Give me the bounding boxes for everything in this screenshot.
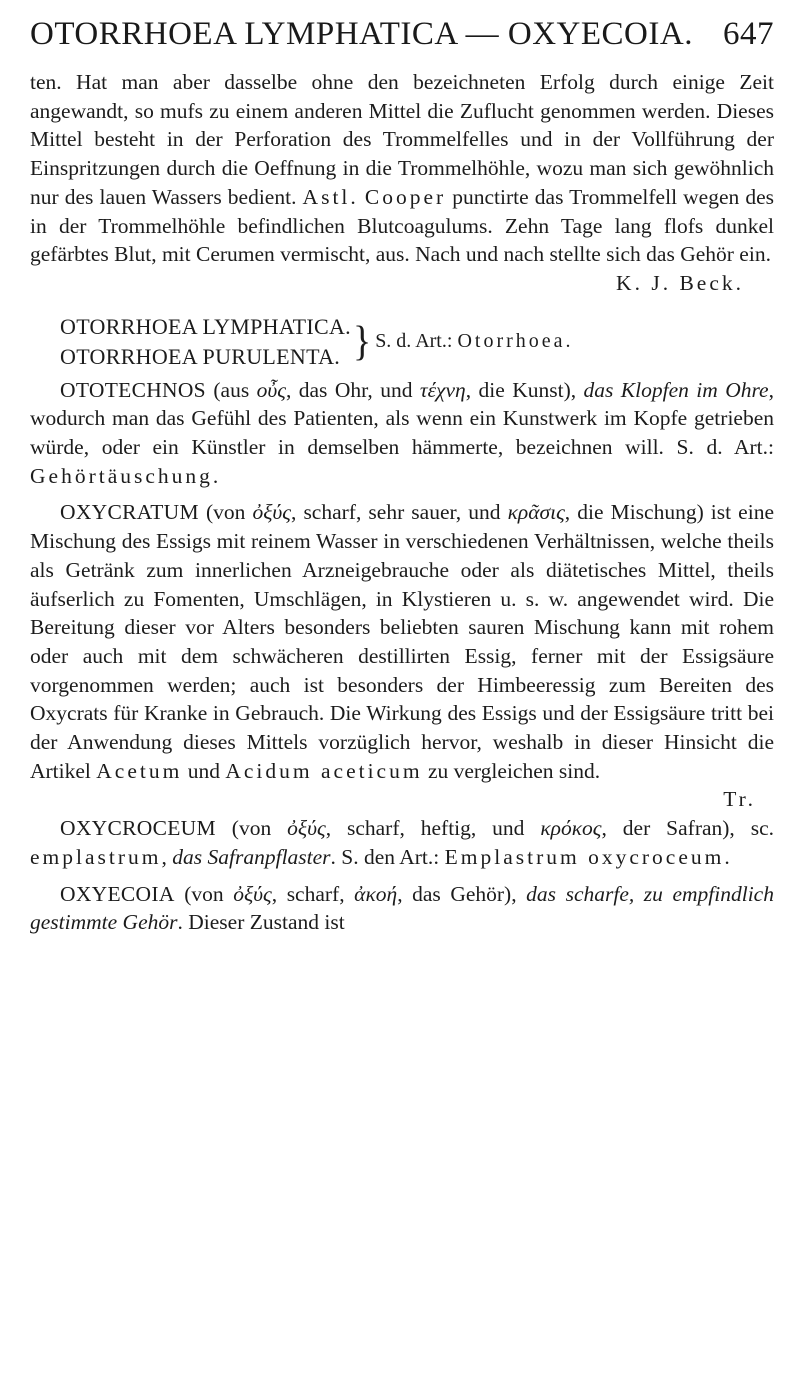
see-label: S. d. Art.:	[375, 330, 453, 353]
entry-ototechnos	[30, 376, 774, 491]
running-head	[30, 16, 774, 62]
author-name-cooper: Cooper	[364, 184, 447, 209]
italic-phrase: das Safranpflaster	[172, 844, 331, 869]
greek-word: τέχνη	[419, 377, 466, 402]
entry-text: , das Gehör),	[397, 881, 527, 906]
entry-text: , der Safran), sc.	[601, 816, 774, 841]
entry-text: ,	[161, 844, 173, 869]
author-signature	[30, 785, 774, 814]
italic-phrase: das scharfe, zu empfindlich gestimmte Gehör	[30, 881, 774, 935]
entry-text: . Dieser Zustand ist	[177, 910, 345, 935]
cross-reference-target	[375, 327, 573, 356]
running-head-title: OTORRHOEA LYMPHATICA — OXYECOIA.	[30, 16, 693, 52]
entry-headword: OXYECOIA	[60, 881, 175, 906]
signature-text: K. J. Beck.	[616, 270, 744, 295]
entry-text: , das Ohr, und	[285, 377, 420, 402]
target-article: Otorrhoea.	[457, 330, 574, 353]
cross-reference-terms	[30, 312, 351, 372]
entry-oxyecoia	[30, 880, 774, 937]
entry-text: (aus	[205, 377, 257, 402]
paragraph-text: ten. Hat man aber dasselbe ohne den bezeichneten Erfolg durch einige Zeit angewandt, so mufs zu einem anderen Mittel die Zuflucht genommen werden. Dieses Mittel besteht in der Perforation des Trommelfelles und in der Vollführung der Einspritzungen durch die Oeffnung in die Trommelhöhle, wozu man sich gewöhnlich nur des lauen Wassers bedient.	[30, 70, 774, 209]
greek-word: οὖς	[256, 377, 286, 402]
entry-headword: OTOTECHNOS	[60, 377, 206, 402]
entry-text: , scharf, sehr sauer, und	[291, 500, 508, 525]
entry-text: , wodurch man das Gefühl des Patienten, als wenn ein Kunstwerk im Kopfe getrieben würde, oder ein Künstler in demselben hämmerte, bezeichnen will. S. d. Art.:	[30, 377, 774, 460]
entry-text: . S. den Art.:	[330, 844, 445, 869]
italic-phrase: das Klopfen im Ohre	[583, 377, 769, 402]
paragraph-continuation	[30, 68, 774, 269]
latin-term: emplastrum	[30, 844, 162, 869]
entry-text: , die Kunst),	[465, 377, 584, 402]
entry-paragraph	[30, 376, 774, 491]
entry-oxycroceum	[30, 814, 774, 871]
cross-reference-link: Acidum aceticum	[225, 758, 423, 783]
entry-text: (von	[174, 881, 234, 906]
cross-reference-entry	[30, 312, 774, 372]
author-signature	[30, 269, 774, 298]
greek-word: ὀξύς	[252, 500, 291, 525]
body-text	[30, 68, 774, 937]
greek-word: ὀξύς	[233, 881, 272, 906]
entry-text: , scharf, heftig, und	[325, 816, 541, 841]
greek-word: κρόκος	[540, 816, 602, 841]
entry-paragraph	[30, 814, 774, 871]
author-name-astl: Astl.	[302, 184, 359, 209]
entry-headword: OXYCRATUM	[60, 500, 199, 525]
entry-text: (von	[198, 500, 253, 525]
entry-text: , die Mischung) ist eine Mischung des Essigs mit reinem Wasser in verschiedenen Verhältnissen, welche theils als Getränk zum innerlichen Arzneigebrauche oder als diätetisches Mittel, theils äufserlich zu Fomenten, Umschlägen, in Klystieren u. s. w. angewendet wird. Die Bereitung dieser vor Alters besonders beliebten sauren Mischung kann mit rohem oder auch mit dem schwächeren destillirten Essig, ferner mit der Essigsäure vorgenommen werden; auch ist besonders der Himbeeressig zum Bereiten des Oxycrats für Kranke in Gebrauch. Die Wirkung des Essigs und der Essigsäure tritt bei der Anwendung dieses Mittels vorzüglich hervor, weshalb in dieser Hinsicht die Artikel	[30, 500, 774, 783]
entry-text: und	[182, 758, 226, 783]
cross-reference-link: Gehörtäuschung.	[30, 463, 222, 488]
term-purulenta: OTORRHOEA PURULENTA.	[60, 343, 341, 369]
entry-paragraph	[30, 498, 774, 785]
entry-oxycratum	[30, 498, 774, 814]
paragraph-text: punctirte das Trommelfell wegen des in der Trommelhöhle befindlichen Blutcoagulums. Zehn Tage lang flofs dunkel gefärbtes Blut, mit Cerumen vermischt, aus. Nach und nach stellte sich das Gehör ein.	[30, 184, 775, 267]
entry-text: , scharf,	[271, 881, 355, 906]
signature-text: Tr.	[723, 787, 756, 812]
cross-reference-link: Emplastrum oxycroceum.	[444, 844, 733, 869]
entry-headword: OXYCROCEUM	[60, 816, 216, 841]
cross-reference-link: Acetum	[96, 758, 183, 783]
entry-paragraph	[30, 880, 774, 937]
brace-glyph: }	[352, 318, 372, 365]
entry-text: zu vergleichen sind.	[422, 758, 601, 783]
greek-word: ἀκοή	[354, 881, 398, 906]
greek-word: ὀξύς	[287, 816, 326, 841]
page-number: 647	[723, 16, 774, 52]
term-lymphatica: OTORRHOEA LYMPHATICA.	[60, 313, 351, 339]
greek-word: κρᾶσις	[507, 500, 565, 525]
entry-text: (von	[215, 816, 288, 841]
